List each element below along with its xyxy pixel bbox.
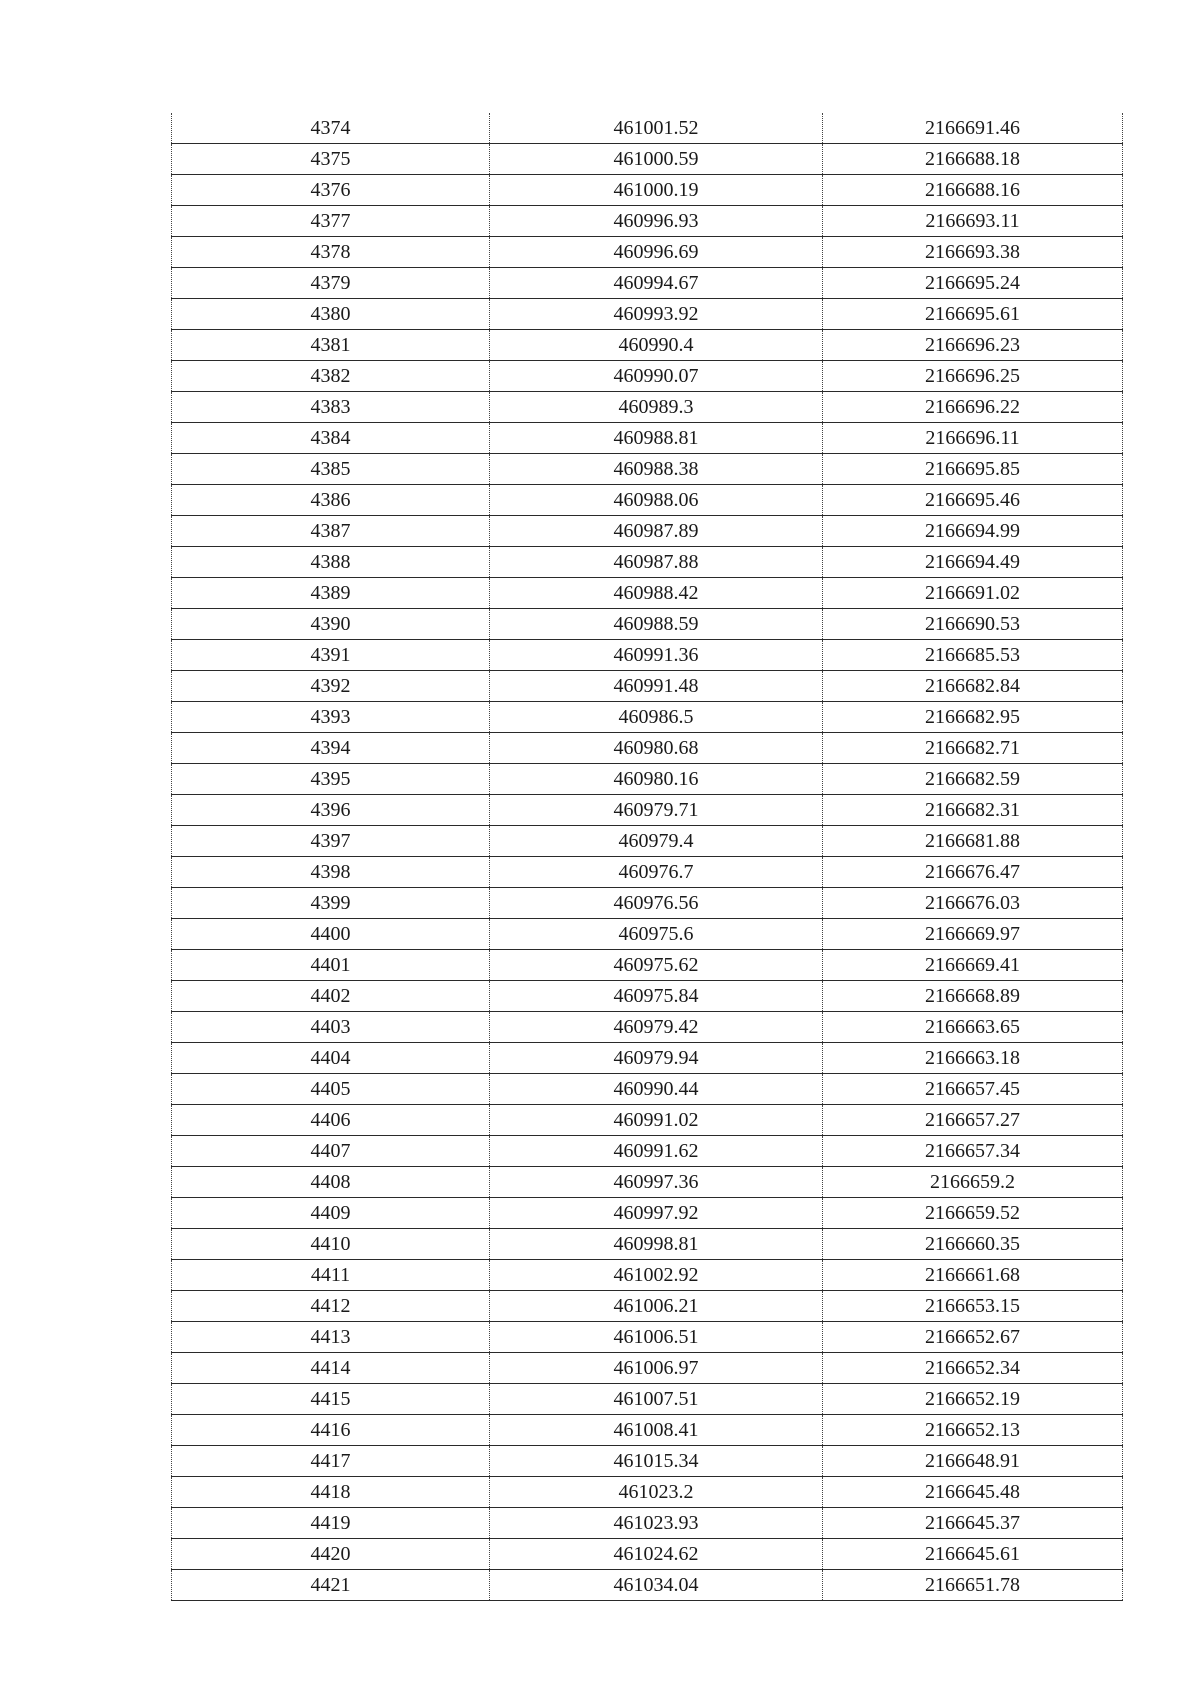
x-coordinate-cell: 460986.5 xyxy=(490,702,823,733)
y-coordinate-cell: 2166651.78 xyxy=(823,1570,1123,1601)
x-coordinate-cell: 460991.02 xyxy=(490,1105,823,1136)
y-coordinate-cell: 2166682.95 xyxy=(823,702,1123,733)
table-row xyxy=(172,1229,1123,1260)
point-number-cell: 4411 xyxy=(172,1260,490,1291)
table-row xyxy=(172,454,1123,485)
point-number-cell: 4414 xyxy=(172,1353,490,1384)
y-coordinate-cell: 2166657.34 xyxy=(823,1136,1123,1167)
table-row xyxy=(172,888,1123,919)
table-row xyxy=(172,144,1123,175)
table-row xyxy=(172,547,1123,578)
point-number-cell: 4419 xyxy=(172,1508,490,1539)
x-coordinate-cell: 460990.4 xyxy=(490,330,823,361)
table-row xyxy=(172,981,1123,1012)
table-row xyxy=(172,1353,1123,1384)
x-coordinate-cell: 460990.07 xyxy=(490,361,823,392)
table-row xyxy=(172,237,1123,268)
table-row xyxy=(172,1074,1123,1105)
point-number-cell: 4390 xyxy=(172,609,490,640)
table-row xyxy=(172,516,1123,547)
table-row xyxy=(172,1446,1123,1477)
y-coordinate-cell: 2166653.15 xyxy=(823,1291,1123,1322)
y-coordinate-cell: 2166659.52 xyxy=(823,1198,1123,1229)
x-coordinate-cell: 460976.56 xyxy=(490,888,823,919)
point-number-cell: 4407 xyxy=(172,1136,490,1167)
x-coordinate-cell: 460997.92 xyxy=(490,1198,823,1229)
y-coordinate-cell: 2166657.45 xyxy=(823,1074,1123,1105)
table-row xyxy=(172,764,1123,795)
y-coordinate-cell: 2166685.53 xyxy=(823,640,1123,671)
table-row xyxy=(172,609,1123,640)
y-coordinate-cell: 2166694.49 xyxy=(823,547,1123,578)
x-coordinate-cell: 461015.34 xyxy=(490,1446,823,1477)
table-row xyxy=(172,392,1123,423)
x-coordinate-cell: 460988.59 xyxy=(490,609,823,640)
x-coordinate-cell: 461006.21 xyxy=(490,1291,823,1322)
x-coordinate-cell: 460980.68 xyxy=(490,733,823,764)
x-coordinate-cell: 461000.59 xyxy=(490,144,823,175)
x-coordinate-cell: 461006.97 xyxy=(490,1353,823,1384)
x-coordinate-cell: 460991.36 xyxy=(490,640,823,671)
point-number-cell: 4385 xyxy=(172,454,490,485)
y-coordinate-cell: 2166668.89 xyxy=(823,981,1123,1012)
point-number-cell: 4420 xyxy=(172,1539,490,1570)
x-coordinate-cell: 460996.69 xyxy=(490,237,823,268)
x-coordinate-cell: 460994.67 xyxy=(490,268,823,299)
point-number-cell: 4397 xyxy=(172,826,490,857)
x-coordinate-cell: 461007.51 xyxy=(490,1384,823,1415)
y-coordinate-cell: 2166660.35 xyxy=(823,1229,1123,1260)
point-number-cell: 4412 xyxy=(172,1291,490,1322)
y-coordinate-cell: 2166682.59 xyxy=(823,764,1123,795)
x-coordinate-cell: 460975.6 xyxy=(490,919,823,950)
table-row xyxy=(172,1508,1123,1539)
y-coordinate-cell: 2166694.99 xyxy=(823,516,1123,547)
table-row xyxy=(172,361,1123,392)
x-coordinate-cell: 460988.42 xyxy=(490,578,823,609)
table-row xyxy=(172,1539,1123,1570)
x-coordinate-cell: 461023.2 xyxy=(490,1477,823,1508)
x-coordinate-cell: 460979.94 xyxy=(490,1043,823,1074)
point-number-cell: 4416 xyxy=(172,1415,490,1446)
table-row xyxy=(172,485,1123,516)
y-coordinate-cell: 2166695.61 xyxy=(823,299,1123,330)
table-row xyxy=(172,578,1123,609)
point-number-cell: 4386 xyxy=(172,485,490,516)
table-row xyxy=(172,795,1123,826)
table-row xyxy=(172,1570,1123,1601)
y-coordinate-cell: 2166682.31 xyxy=(823,795,1123,826)
table-row xyxy=(172,423,1123,454)
table-row xyxy=(172,1477,1123,1508)
point-number-cell: 4379 xyxy=(172,268,490,299)
y-coordinate-cell: 2166661.68 xyxy=(823,1260,1123,1291)
table-row xyxy=(172,113,1123,144)
x-coordinate-cell: 461006.51 xyxy=(490,1322,823,1353)
point-number-cell: 4415 xyxy=(172,1384,490,1415)
table-row xyxy=(172,268,1123,299)
y-coordinate-cell: 2166695.85 xyxy=(823,454,1123,485)
x-coordinate-cell: 460991.62 xyxy=(490,1136,823,1167)
point-number-cell: 4408 xyxy=(172,1167,490,1198)
x-coordinate-cell: 460975.62 xyxy=(490,950,823,981)
point-number-cell: 4417 xyxy=(172,1446,490,1477)
x-coordinate-cell: 461000.19 xyxy=(490,175,823,206)
y-coordinate-cell: 2166657.27 xyxy=(823,1105,1123,1136)
y-coordinate-cell: 2166652.34 xyxy=(823,1353,1123,1384)
table-row xyxy=(172,299,1123,330)
table-row xyxy=(172,857,1123,888)
x-coordinate-cell: 460987.88 xyxy=(490,547,823,578)
y-coordinate-cell: 2166645.61 xyxy=(823,1539,1123,1570)
table-row xyxy=(172,1291,1123,1322)
y-coordinate-cell: 2166695.46 xyxy=(823,485,1123,516)
x-coordinate-cell: 460988.81 xyxy=(490,423,823,454)
table-row xyxy=(172,1043,1123,1074)
y-coordinate-cell: 2166682.71 xyxy=(823,733,1123,764)
point-number-cell: 4395 xyxy=(172,764,490,795)
y-coordinate-cell: 2166691.46 xyxy=(823,113,1123,144)
y-coordinate-cell: 2166695.24 xyxy=(823,268,1123,299)
point-number-cell: 4377 xyxy=(172,206,490,237)
table-row xyxy=(172,1322,1123,1353)
point-number-cell: 4413 xyxy=(172,1322,490,1353)
point-number-cell: 4406 xyxy=(172,1105,490,1136)
table-row xyxy=(172,330,1123,361)
table-row xyxy=(172,733,1123,764)
point-number-cell: 4402 xyxy=(172,981,490,1012)
y-coordinate-cell: 2166676.47 xyxy=(823,857,1123,888)
point-number-cell: 4401 xyxy=(172,950,490,981)
table-row xyxy=(172,950,1123,981)
point-number-cell: 4394 xyxy=(172,733,490,764)
point-number-cell: 4404 xyxy=(172,1043,490,1074)
y-coordinate-cell: 2166693.38 xyxy=(823,237,1123,268)
y-coordinate-cell: 2166652.19 xyxy=(823,1384,1123,1415)
x-coordinate-cell: 460988.06 xyxy=(490,485,823,516)
table-row xyxy=(172,1136,1123,1167)
x-coordinate-cell: 460991.48 xyxy=(490,671,823,702)
x-coordinate-cell: 461034.04 xyxy=(490,1570,823,1601)
y-coordinate-cell: 2166652.13 xyxy=(823,1415,1123,1446)
table-row xyxy=(172,1167,1123,1198)
x-coordinate-cell: 460996.93 xyxy=(490,206,823,237)
point-number-cell: 4393 xyxy=(172,702,490,733)
point-number-cell: 4391 xyxy=(172,640,490,671)
table-row xyxy=(172,1415,1123,1446)
table-row xyxy=(172,702,1123,733)
point-number-cell: 4396 xyxy=(172,795,490,826)
y-coordinate-cell: 2166645.48 xyxy=(823,1477,1123,1508)
y-coordinate-cell: 2166696.22 xyxy=(823,392,1123,423)
y-coordinate-cell: 2166696.23 xyxy=(823,330,1123,361)
y-coordinate-cell: 2166648.91 xyxy=(823,1446,1123,1477)
x-coordinate-cell: 460979.42 xyxy=(490,1012,823,1043)
y-coordinate-cell: 2166693.11 xyxy=(823,206,1123,237)
point-number-cell: 4399 xyxy=(172,888,490,919)
table-row xyxy=(172,671,1123,702)
y-coordinate-cell: 2166696.11 xyxy=(823,423,1123,454)
point-number-cell: 4405 xyxy=(172,1074,490,1105)
y-coordinate-cell: 2166688.16 xyxy=(823,175,1123,206)
coordinates-table-body xyxy=(172,113,1123,1601)
y-coordinate-cell: 2166691.02 xyxy=(823,578,1123,609)
point-number-cell: 4409 xyxy=(172,1198,490,1229)
x-coordinate-cell: 460988.38 xyxy=(490,454,823,485)
x-coordinate-cell: 461001.52 xyxy=(490,113,823,144)
table-row xyxy=(172,1198,1123,1229)
point-number-cell: 4389 xyxy=(172,578,490,609)
x-coordinate-cell: 461024.62 xyxy=(490,1539,823,1570)
y-coordinate-cell: 2166652.67 xyxy=(823,1322,1123,1353)
point-number-cell: 4383 xyxy=(172,392,490,423)
point-number-cell: 4382 xyxy=(172,361,490,392)
y-coordinate-cell: 2166690.53 xyxy=(823,609,1123,640)
table-row xyxy=(172,1012,1123,1043)
x-coordinate-cell: 460979.71 xyxy=(490,795,823,826)
y-coordinate-cell: 2166682.84 xyxy=(823,671,1123,702)
point-number-cell: 4392 xyxy=(172,671,490,702)
point-number-cell: 4418 xyxy=(172,1477,490,1508)
y-coordinate-cell: 2166669.97 xyxy=(823,919,1123,950)
x-coordinate-cell: 460980.16 xyxy=(490,764,823,795)
table-row xyxy=(172,1105,1123,1136)
x-coordinate-cell: 460979.4 xyxy=(490,826,823,857)
x-coordinate-cell: 460989.3 xyxy=(490,392,823,423)
x-coordinate-cell: 460993.92 xyxy=(490,299,823,330)
y-coordinate-cell: 2166676.03 xyxy=(823,888,1123,919)
y-coordinate-cell: 2166669.41 xyxy=(823,950,1123,981)
coordinates-table xyxy=(171,113,1123,1601)
y-coordinate-cell: 2166681.88 xyxy=(823,826,1123,857)
table-row xyxy=(172,640,1123,671)
x-coordinate-cell: 460975.84 xyxy=(490,981,823,1012)
point-number-cell: 4398 xyxy=(172,857,490,888)
y-coordinate-cell: 2166688.18 xyxy=(823,144,1123,175)
y-coordinate-cell: 2166659.2 xyxy=(823,1167,1123,1198)
x-coordinate-cell: 460987.89 xyxy=(490,516,823,547)
point-number-cell: 4376 xyxy=(172,175,490,206)
x-coordinate-cell: 460990.44 xyxy=(490,1074,823,1105)
point-number-cell: 4403 xyxy=(172,1012,490,1043)
x-coordinate-cell: 460998.81 xyxy=(490,1229,823,1260)
point-number-cell: 4378 xyxy=(172,237,490,268)
table-row xyxy=(172,1384,1123,1415)
point-number-cell: 4387 xyxy=(172,516,490,547)
x-coordinate-cell: 460976.7 xyxy=(490,857,823,888)
y-coordinate-cell: 2166645.37 xyxy=(823,1508,1123,1539)
point-number-cell: 4410 xyxy=(172,1229,490,1260)
x-coordinate-cell: 461008.41 xyxy=(490,1415,823,1446)
point-number-cell: 4375 xyxy=(172,144,490,175)
table-row xyxy=(172,919,1123,950)
table-row xyxy=(172,1260,1123,1291)
point-number-cell: 4381 xyxy=(172,330,490,361)
y-coordinate-cell: 2166663.18 xyxy=(823,1043,1123,1074)
point-number-cell: 4400 xyxy=(172,919,490,950)
point-number-cell: 4388 xyxy=(172,547,490,578)
point-number-cell: 4374 xyxy=(172,113,490,144)
y-coordinate-cell: 2166663.65 xyxy=(823,1012,1123,1043)
table-row xyxy=(172,175,1123,206)
table-row xyxy=(172,206,1123,237)
x-coordinate-cell: 460997.36 xyxy=(490,1167,823,1198)
point-number-cell: 4421 xyxy=(172,1570,490,1601)
x-coordinate-cell: 461023.93 xyxy=(490,1508,823,1539)
point-number-cell: 4384 xyxy=(172,423,490,454)
y-coordinate-cell: 2166696.25 xyxy=(823,361,1123,392)
table-row xyxy=(172,826,1123,857)
point-number-cell: 4380 xyxy=(172,299,490,330)
x-coordinate-cell: 461002.92 xyxy=(490,1260,823,1291)
